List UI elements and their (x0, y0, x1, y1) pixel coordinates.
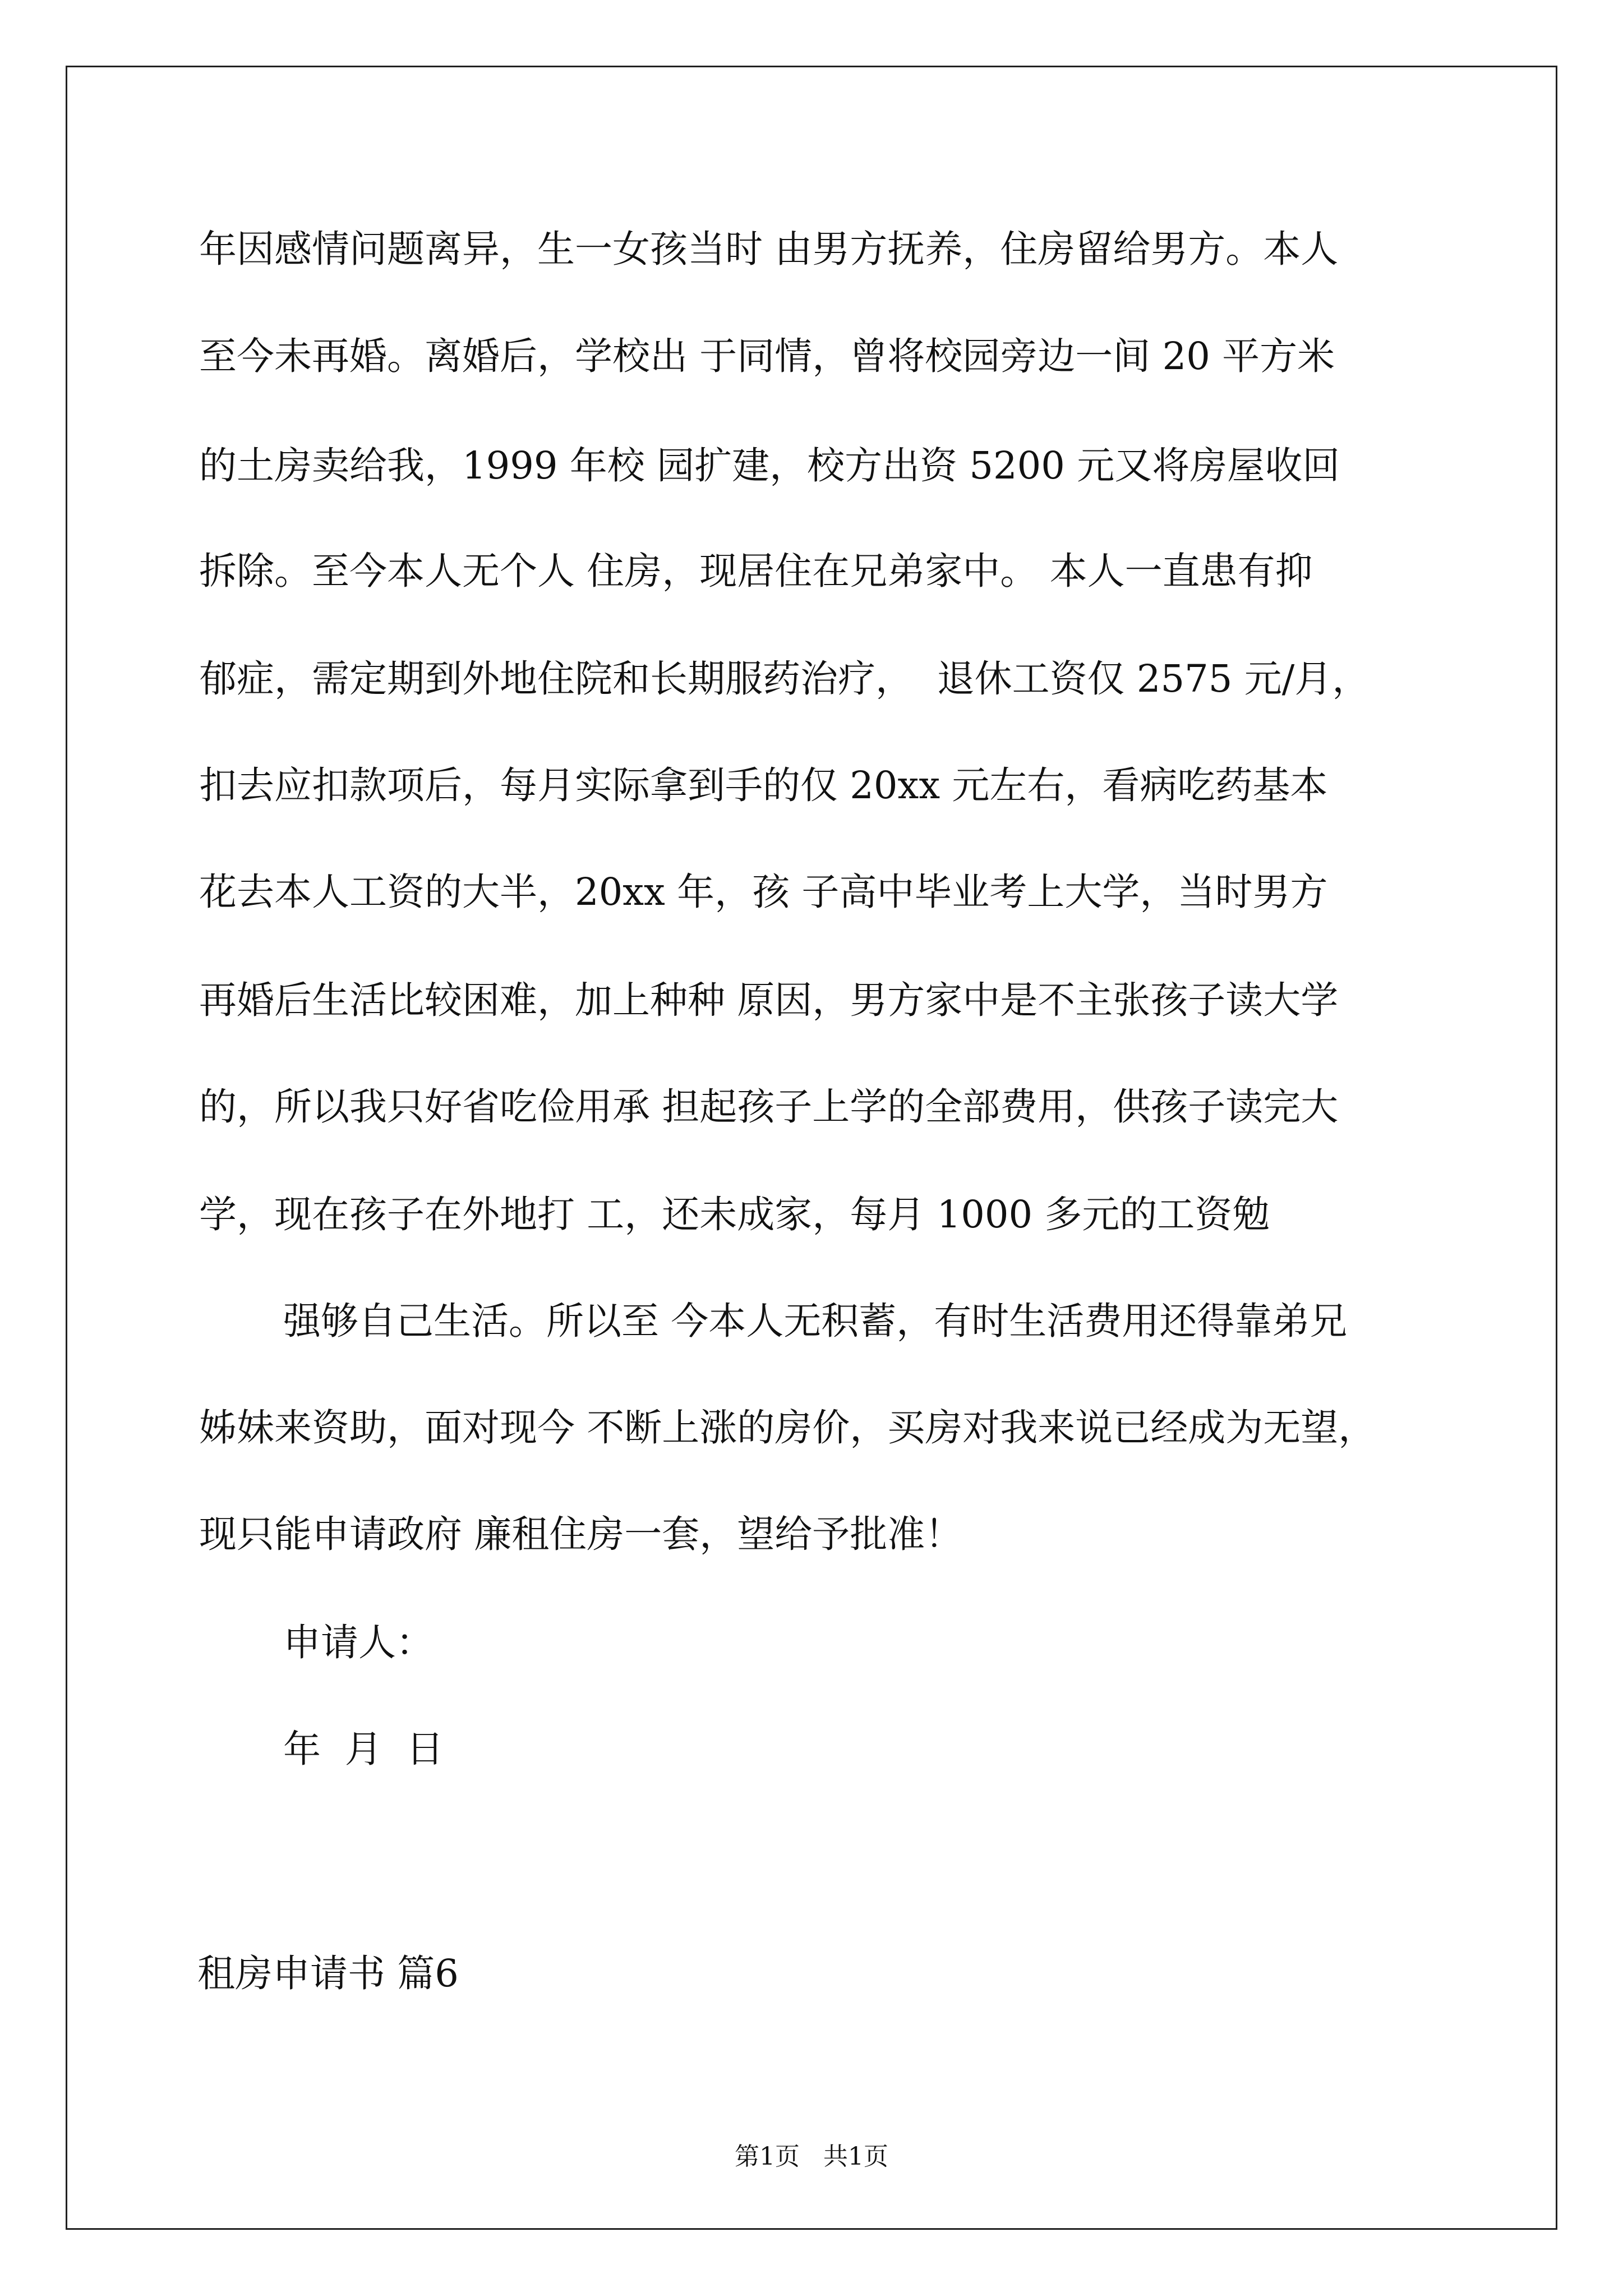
body-line-4: 拆除。至今本人无个人 住房，现居住在兄弟家中。 本人一直患有抑 (199, 549, 1313, 593)
date-line: 年 月 日 (283, 1727, 444, 1771)
body-line-5: 郁症，需定期到外地住院和长期服药治疗， 退休工资仅 2575 元/月， (199, 657, 1370, 701)
body-line-8: 再婚后生活比较困难，加上种种 原因，男方家中是不主张孩子读大学 (199, 978, 1339, 1022)
page-border (66, 66, 1557, 2230)
body-line-10: 学，现在孩子在外地打 工，还未成家，每月 1000 多元的工资勉 (199, 1193, 1270, 1236)
body-line-6: 扣去应扣款项后，每月实际拿到手的仅 20xx 元左右，看病吃药基本 (199, 763, 1328, 807)
body-line-3: 的土房卖给我，1999 年校 园扩建，校方出资 5200 元又将房屋收回 (199, 444, 1340, 487)
body-line-11: 强够自己生活。所以至 今本人无积蓄，有时生活费用还得靠弟兄 (283, 1299, 1348, 1343)
body-line-13: 现只能申请政府 廉租住房一套，望给予批准！ (199, 1512, 963, 1556)
applicant-label: 申请人： (283, 1621, 434, 1664)
page-footer: 第1页 共1页 (735, 2142, 888, 2171)
section-heading: 租房申请书 篇6 (197, 1952, 459, 1995)
body-line-1: 年因感情问题离异，生一女孩当时 由男方抚养，住房留给男方。本人 (199, 227, 1339, 271)
body-line-7: 花去本人工资的大半，20xx 年，孩 子高中毕业考上大学，当时男方 (199, 870, 1328, 914)
body-line-12: 姊妹来资助，面对现今 不断上涨的房价，买房对我来说已经成为无望， (199, 1406, 1376, 1450)
body-line-2: 至今未再婚。离婚后，学校出 于同情，曾将校园旁边一间 20 平方米 (199, 334, 1335, 378)
body-line-9: 的，所以我只好省吃俭用承 担起孩子上学的全部费用，供孩子读完大 (199, 1085, 1339, 1129)
